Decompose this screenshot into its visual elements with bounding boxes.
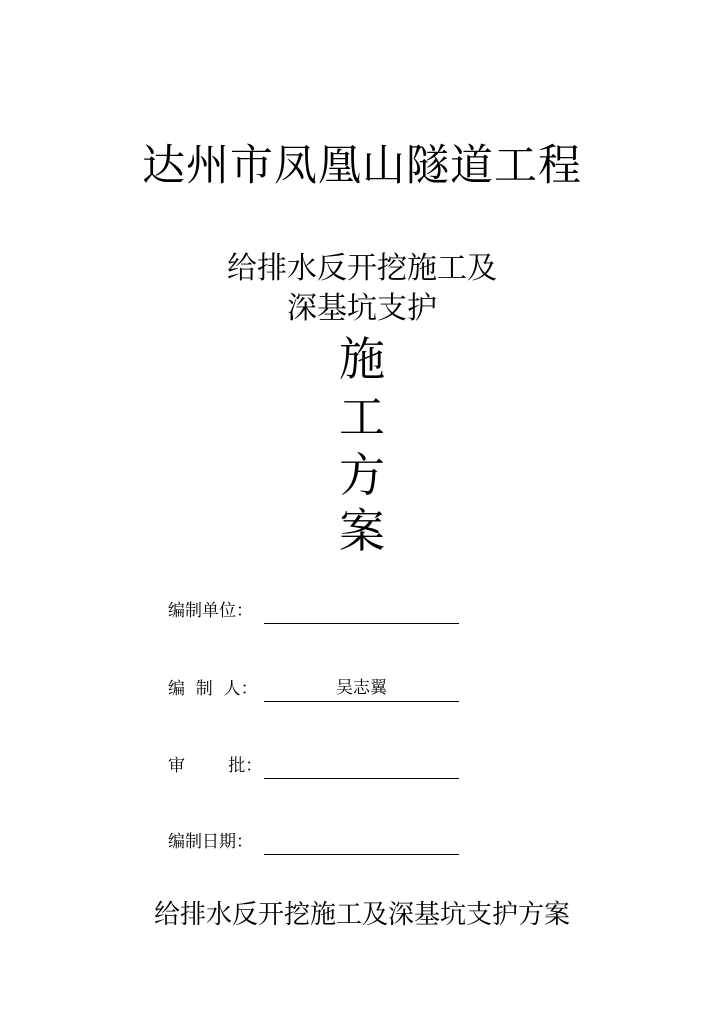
field-compiler <box>168 676 468 702</box>
subtitle-line-2: 深基坑支护 <box>287 291 437 326</box>
field-compile-date <box>168 829 468 855</box>
project-title: 达州市凤凰山隧道工程 <box>142 141 582 191</box>
field-label: 编制单位： <box>168 601 253 621</box>
field-label: 审 批： <box>168 756 263 776</box>
field-label: 编 制 人： <box>168 679 258 699</box>
subtitle-line-1: 给排水反开挖施工及 <box>227 251 497 286</box>
plan-title-char-1: 施 <box>339 332 385 386</box>
plan-title-char-4: 案 <box>339 504 385 558</box>
field-value-line: 吴志翼 <box>264 676 459 702</box>
plan-title-char-2: 工 <box>339 390 385 444</box>
field-compiling-unit <box>168 598 468 624</box>
footer-title: 给排水反开挖施工及深基坑支护方案 <box>153 900 570 930</box>
field-value-line <box>264 829 459 855</box>
field-label: 编制日期： <box>168 832 253 852</box>
field-value-line <box>264 753 459 779</box>
field-approval <box>168 753 468 779</box>
plan-title-char-3: 方 <box>339 448 385 502</box>
field-value-line <box>264 598 459 624</box>
